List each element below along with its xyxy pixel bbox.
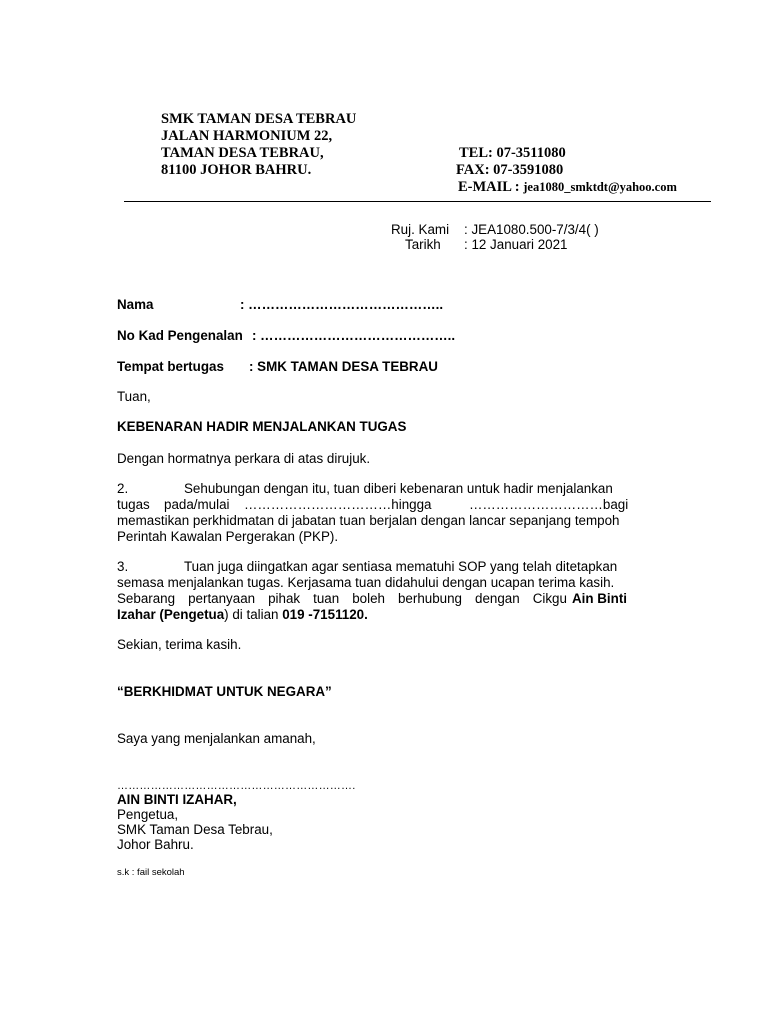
contact-name-part-1: Ain Binti xyxy=(571,591,627,606)
header-divider xyxy=(124,201,711,202)
motto: “BERKHIDMAT UNTUK NEGARA” xyxy=(117,684,332,699)
nama-value: : …………………………………….. xyxy=(240,297,444,312)
paragraph-2-line-1: Sehubungan dengan itu, tuan diberi kebenaran untuk hadir menjalankan xyxy=(184,481,613,496)
paragraph-3-line-3-text xyxy=(117,591,567,608)
tempat-value: : SMK TAMAN DESA TEBRAU xyxy=(249,359,438,374)
ic-label: No Kad Pengenalan xyxy=(117,328,243,343)
tarikh-value: : 12 Januari 2021 xyxy=(464,237,568,252)
paragraph-3-line-4 xyxy=(117,607,368,624)
tarikh-label: Tarikh xyxy=(405,237,441,252)
paragraph-2-number: 2. xyxy=(117,481,129,496)
ruj-kami-value: : JEA1080.500-7/3/4( ) xyxy=(464,222,599,237)
closing-remark: Sekian, terima kasih. xyxy=(117,637,242,652)
paragraph-3-line-2: semasa menjalankan tugas. Kerjasama tuan didahului dengan ucapan terima kasih. xyxy=(117,575,615,590)
paragraph-2-tugas: tugas xyxy=(117,497,150,512)
salutation: Tuan, xyxy=(117,389,151,404)
email-label: E-MAIL : xyxy=(458,179,524,195)
ruj-kami-label: Ruj. Kami xyxy=(391,222,450,237)
paragraph-2-pada-mulai: pada/mulai xyxy=(164,497,230,512)
signatory-city: Johor Bahru. xyxy=(117,837,194,852)
contact-name-part-2: Izahar (Pengetua xyxy=(117,607,225,622)
email-line xyxy=(458,179,677,196)
contact-sentence: Sebarang pertanyaan pihak tuan boleh berhubung dengan Cikgu xyxy=(117,591,567,606)
paragraph-3-number: 3. xyxy=(117,559,129,574)
contact-phone: 019 -7151120. xyxy=(282,607,368,622)
email-address[interactable]: jea1080_smktdt@yahoo.com xyxy=(523,180,677,194)
signatory-position: Pengetua, xyxy=(117,807,179,822)
carbon-copy-note: s.k : fail sekolah xyxy=(117,867,185,878)
opening-sentence: Dengan hormatnya perkara di atas dirujuk. xyxy=(117,451,371,466)
ic-value: : …………………………………….. xyxy=(252,328,456,343)
telephone: TEL: 07-3511080 xyxy=(459,145,566,161)
address-line-2: TAMAN DESA TEBRAU, xyxy=(161,145,324,161)
signature-intro: Saya yang menjalankan amanah, xyxy=(117,731,316,746)
contact-phone-intro: ) di talian xyxy=(224,607,283,622)
paragraph-3-line-3 xyxy=(117,591,627,608)
fax: FAX: 07-3591080 xyxy=(456,162,564,178)
paragraph-2-line-4: Perintah Kawalan Pergerakan (PKP). xyxy=(117,529,339,544)
address-line-1: JALAN HARMONIUM 22, xyxy=(161,128,333,144)
signature-line: ………………………………………………………. xyxy=(117,780,356,792)
paragraph-2-date-from: ……………………………hingga xyxy=(244,497,432,512)
subject-heading: KEBENARAN HADIR MENJALANKAN TUGAS xyxy=(117,419,407,434)
signatory-name: AIN BINTI IZAHAR, xyxy=(117,792,237,807)
school-name: SMK TAMAN DESA TEBRAU xyxy=(161,111,357,127)
paragraph-2-date-to: …………………………bagi xyxy=(469,497,629,512)
nama-label: Nama xyxy=(117,297,154,312)
paragraph-2-line-3: memastikan perkhidmatan di jabatan tuan berjalan dengan lancar sepanjang tempoh xyxy=(117,513,620,528)
paragraph-3-line-1: Tuan juga diingatkan agar sentiasa mematuhi SOP yang telah ditetapkan xyxy=(184,559,618,574)
signatory-school: SMK Taman Desa Tebrau, xyxy=(117,822,273,837)
tempat-label: Tempat bertugas xyxy=(117,359,224,374)
address-line-3: 81100 JOHOR BAHRU. xyxy=(161,162,312,178)
